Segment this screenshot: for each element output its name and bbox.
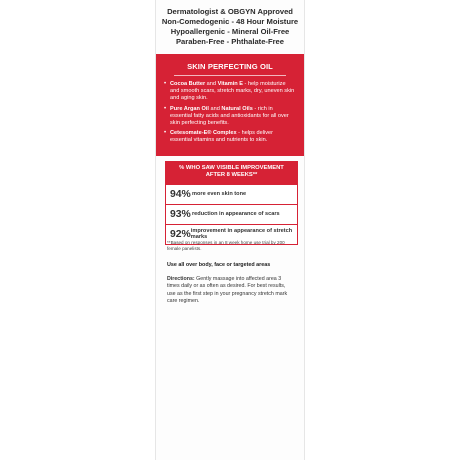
- study-footnote: **Based on responses in an 8 week home use trial by 200 female panelists.: [167, 240, 285, 251]
- claim-line: Paraben-Free - Phthalate-Free: [175, 37, 285, 46]
- benefit-text: - helps deliver essential vitamins and nutrients to skin.: [170, 130, 273, 144]
- ingredient-name: Cetesomate-E® Complex: [170, 130, 237, 137]
- list-item: [164, 130, 296, 144]
- table-row: [166, 184, 297, 204]
- product-panel: [156, 0, 304, 460]
- title-divider: [174, 75, 286, 76]
- benefit-text: - help moisturize and smooth scars, stretch marks, dry, uneven skin and aging skin.: [170, 81, 295, 102]
- list-item: [164, 81, 296, 103]
- ingredient-name: Natural Oils: [221, 105, 253, 112]
- conjunction: and: [208, 105, 222, 112]
- result-text: reduction in appearance of scars: [192, 211, 280, 218]
- directions: [167, 276, 295, 306]
- result-percent: 93%: [170, 208, 191, 220]
- ingredient-name: Vitamin E: [217, 81, 243, 87]
- claim-line: Dermatologist & OBGYN Approved: [167, 7, 293, 16]
- result-percent: 94%: [170, 188, 191, 200]
- benefits-list: [156, 81, 304, 145]
- directions-label: Directions:: [167, 276, 195, 282]
- benefit-text: - rich in essential fatty acids and antioxidants for all over skin perfecting benefits.: [170, 105, 289, 127]
- result-text: more even skin tone: [192, 191, 247, 198]
- ingredient-name: Pure Argan Oil: [170, 105, 209, 112]
- ingredient-name: Cocoa Butter: [170, 81, 206, 87]
- claim-line: Hypoallergenic - Mineral Oil-Free: [170, 27, 290, 36]
- results-header: % WHO SAW VISIBLE IMPROVEMENT AFTER 8 WEEKS**: [166, 162, 297, 184]
- claim-line: Non-Comedogenic - 48 Hour Moisture: [161, 17, 299, 26]
- result-text: improvement in appearance of stretch marks: [190, 227, 293, 241]
- results-table: [165, 161, 298, 245]
- product-title: SKIN PERFECTING OIL: [187, 62, 273, 71]
- conjunction: and: [205, 81, 218, 87]
- table-row: [166, 204, 297, 224]
- directions-text: Gently massage into affected area 3 times daily or as often as desired. For best results, use as the first step in your pregnancy stretch mark care regimen.: [167, 276, 288, 305]
- use-area-note: Use all over body, face or targeted areas: [167, 262, 271, 268]
- product-claims: [156, 7, 304, 47]
- result-percent: 92%: [170, 228, 191, 240]
- list-item: [164, 106, 296, 128]
- benefits-block: [156, 54, 304, 156]
